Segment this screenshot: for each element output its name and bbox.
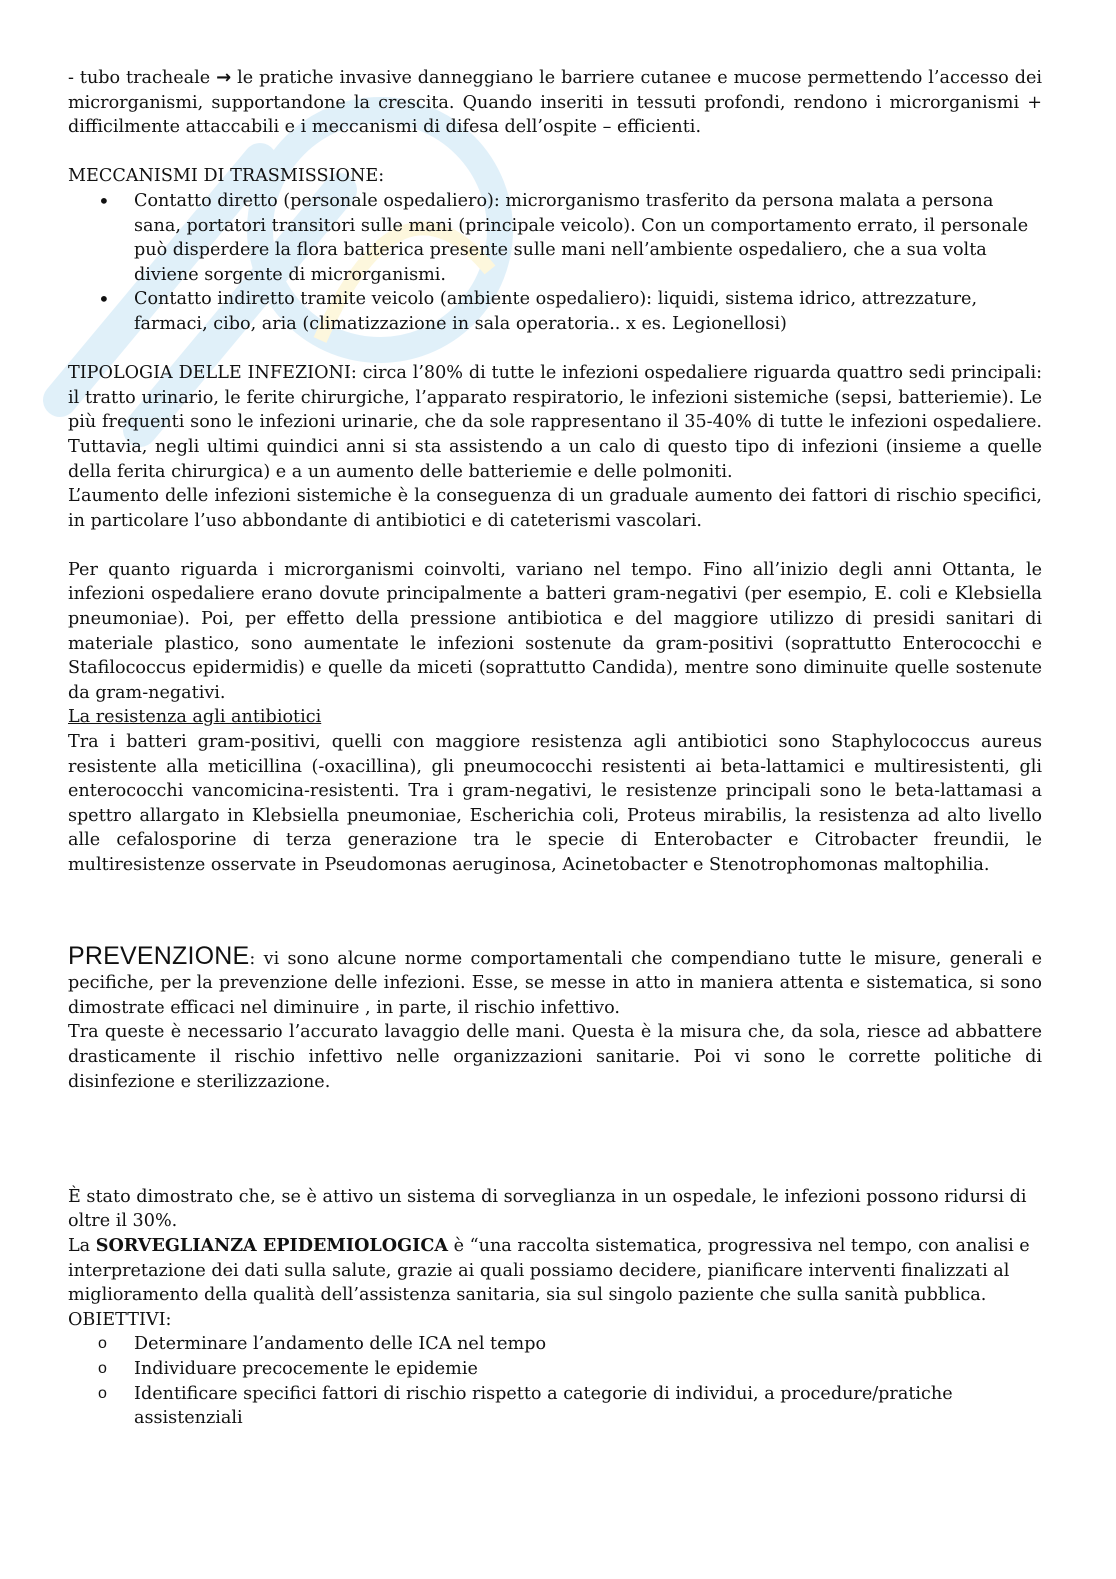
list-item [68,1357,1042,1382]
circle-bullet-icon: o [98,1359,107,1377]
intro-prefix: - tubo tracheale [68,68,211,88]
obiettivi-list [68,1332,1042,1430]
list-item [68,189,1042,287]
tipologia-paragraph-2: L’aumento delle infezioni sistemiche è la conseguenza di un graduale aumento dei fattori di rischio specifici, in particolare l’uso abbondante di antibiotici e di cateterismi vascolari. [68,486,1042,531]
tipologia-paragraph: TIPOLOGIA DELLE INFEZIONI: circa l’80% di tutte le infezioni ospedaliere riguarda quattro sedi principali: il tratto urinario, le ferite chirurgiche, l’apparato respiratorio, le infezioni sistemiche (sepsi, batteriemie). Le più frequenti sono le infezioni urinarie, che da sole rappresentano il 35-40% di tutte le infezioni ospedaliere. Tuttavia, negli ultimi quindici anni si sta assistendo a un calo di questo tipo di infezioni (insieme a quelle della ferita chirurgica) e a un aumento delle batteriemie e delle polmoniti. [68,363,1042,482]
list-item-text: Determinare l’andamento delle ICA nel tempo [134,1334,547,1355]
bullet-icon: • [98,287,110,312]
list-item-text: Identificare specifici fattori di rischio rispetto a categorie di individui, a procedure/pratiche assistenziali [134,1383,953,1429]
resistenza-paragraph: Tra i batteri gram-positivi, quelli con maggiore resistenza agli antibiotici sono Staphylococcus aureus resistente alla meticillina (-oxacillina), gli pneumococchi resistenti ai beta-lattamici e multiresistenti, gli enterococchi vancomicina-resistenti. Tra i gram-negativi, le resistenze principali sono le beta-lattamasi a spettro allargato in Klebsiella pneumoniae, Escherichia coli, Proteus mirabilis, la resistenza ad alto livello alle cefalosporine di terza generazione tra le specie di Enterobacter e Citrobacter freundii, le multiresistenze osservate in Pseudomonas aeruginosa, Acinetobacter e Stenotrophomonas maltophilia. [68,732,1042,875]
circle-bullet-icon: o [98,1335,107,1353]
list-item-text: Contatto indiretto tramite veicolo (ambiente ospedaliero): liquidi, sistema idrico, attrezzature, farmaci, cibo, aria (climatizzazione in sala operatoria.. x es. Legionellosi) [134,289,978,334]
microrganismi-paragraph: Per quanto riguarda i microrganismi coinvolti, variano nel tempo. Fino all’inizio degli anni Ottanta, le infezioni ospedaliere erano dovute principalmente a batteri gram-negativi (per esempio, E. coli e Klebsiella pneumoniae). Poi, per effetto della pressione antibiotica e del maggiore utilizzo di presidi sanitari di materiale plastico, sono aumentate le infezioni sostenute da gram-positivi (soprattutto Enterococchi e Stafilococcus epidermidis) e quelle da miceti (soprattutto Candida), mentre sono diminuite quelle sostenute da gram-negativi. [68,559,1042,703]
bullet-icon: • [98,188,110,213]
trasmissione-list [68,189,1042,337]
list-item-text: Contatto diretto (personale ospedaliero): microrganismo trasferito da persona malata a persona sana, portatori transitori sulle mani (principale veicolo). Con un comportamento errato, il personale può disperdere la flora batterica presente sulle mani nell’ambiente ospedaliero, che a sua volta diviene sorgente di microrganismi. [134,190,1029,285]
list-item [68,1332,1042,1357]
intro-paragraph [68,66,1042,140]
list-item [68,1382,1042,1431]
prevenzione-text: : vi sono alcune norme comportamentali che compendiano tutte le misure, generali e pecifiche, per la prevenzione delle infezioni. Esse, se messe in atto in maniera attenta e sistematica, si sono dimostrate efficaci nel diminuire , in parte, il rischio infettivo. [68,948,1042,1018]
sorveglianza-definition [68,1234,1042,1308]
prevenzione-paragraph [68,941,1042,1021]
document-page [68,66,1042,1431]
prevenzione-paragraph-2: Tra queste è necessario l’accurato lavaggio delle mani. Questa è la misura che, da sola, riesce ad abbattere drasticamente il rischio infettivo nelle organizzazioni sanitarie. Poi vi sono le corrette politiche di disinfezione e sterilizzazione. [68,1022,1042,1092]
sorveglianza-term: SORVEGLIANZA EPIDEMIOLOGICA [95,1234,449,1256]
list-item-text: Individuare precocemente le epidemie [134,1358,478,1379]
prevenzione-heading: PREVENZIONE [68,941,250,970]
obiettivi-heading: OBIETTIVI: [68,1309,172,1330]
definition-text: è “una raccolta sistematica, progressiva nel tempo, con analisi e interpretazione dei dati sulla salute, grazie ai quali possiamo decidere, pianificare interventi finalizzati al miglioramento della qualità dell’assistenza sanitaria, sia sul singolo paziente che sulla sanità pubblica. [68,1235,1030,1306]
resistenza-subheading: La resistenza agli antibiotici [68,707,322,728]
trasmissione-heading: MECCANISMI DI TRASMISSIONE: [68,166,385,187]
intro-text: le pratiche invasive danneggiano le barriere cutanee e mucose permettendo l’accesso dei microrganismi, supportandone la crescita. Quando inseriti in tessuti profondi, rendono i microrganismi + difficilmente attaccabili e i meccanismi di difesa dell’ospite – efficienti. [68,68,1042,138]
list-item [68,287,1042,336]
sorveglianza-intro: È stato dimostrato che, se è attivo un sistema di sorveglianza in un ospedale, le infezioni possono ridursi di oltre il 30%. [68,1186,1027,1232]
arrow-right-icon: → [216,67,232,88]
definition-prefix: La [68,1235,96,1256]
circle-bullet-icon: o [98,1384,107,1402]
